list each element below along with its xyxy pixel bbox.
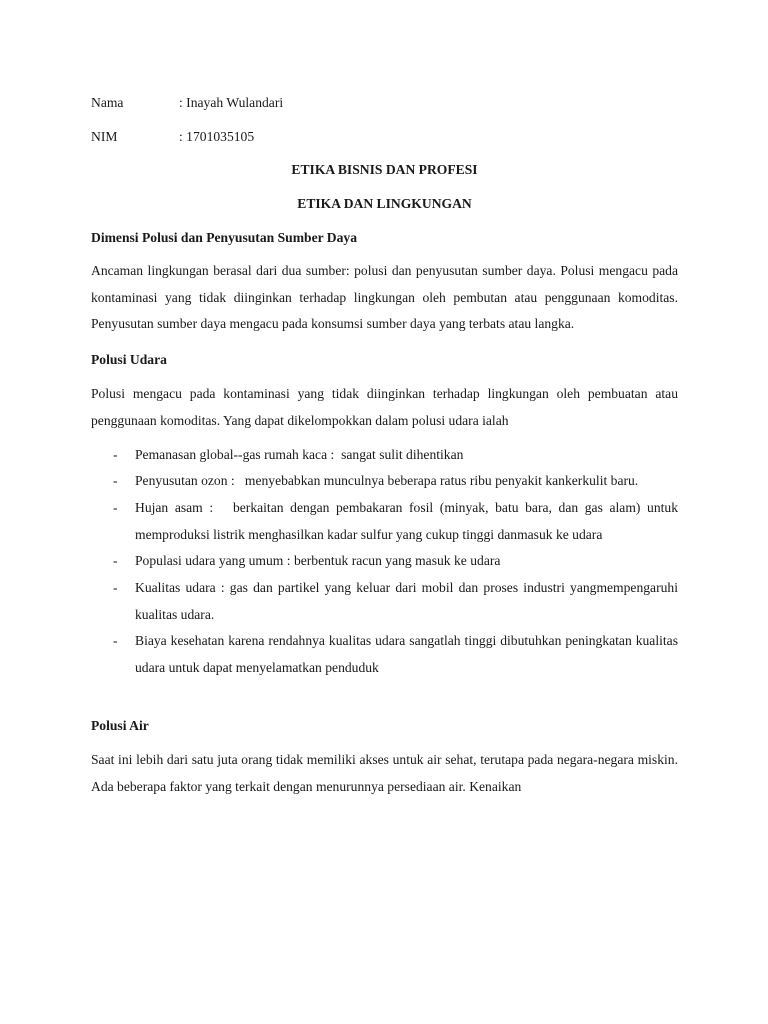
bullet-marker: -	[113, 580, 118, 596]
section-heading-air: Polusi Air	[91, 717, 149, 733]
bullet-marker: -	[113, 633, 118, 649]
section-heading-udara: Polusi Udara	[91, 352, 167, 368]
list-item-text: Penyusutan ozon : menyebabkan munculnya beberapa ratus ribu penyakit kankerkulit baru.	[135, 473, 639, 489]
course-title: ETIKA BISNIS DAN PROFESI	[291, 162, 478, 177]
paragraph-udara: Polusi mengacu pada kontaminasi yang tidak diinginkan terhadap lingkungan oleh pembuatan atau penggunaan komoditas. Yang dapat dikelompokkan dalam polusi udara ialah	[91, 386, 678, 428]
bullet-marker: -	[113, 499, 118, 515]
nim-label: NIM	[91, 129, 118, 144]
paragraph-dimensi: Ancaman lingkungan berasal dari dua sumber: polusi dan penyusutan sumber daya. Polusi mengacu pada kontaminasi yang tidak diinginkan terhadap lingkungan oleh pembutan atau penggunaan komoditas. Penyusutan sumber daya mengacu pada konsumsi sumber daya yang terbats atau langka.	[91, 263, 678, 332]
name-value: : Inayah Wulandari	[179, 95, 284, 110]
list-item-text: Hujan asam : berkaitan dengan pembakaran fosil (minyak, batu bara, dan gas alam) untuk memproduksi listrik menghasilkan kadar sulfur yang cukup tinggi danmasuk ke udara	[135, 499, 678, 542]
nim-row	[91, 123, 678, 150]
list-item-text: Pemanasan global--gas rumah kaca : sangat sulit dihentikan	[135, 446, 464, 462]
paragraph-air: Saat ini lebih dari satu juta orang tidak memiliki akses untuk air sehat, terutapa pada negara-negara miskin. Ada beberapa faktor yang terkait dengan menurunnya persediaan air. Kenaikan	[91, 751, 678, 794]
list-item	[91, 468, 678, 495]
name-row	[91, 89, 678, 116]
list-item-text: Populasi udara yang umum : berbentuk racun yang masuk ke udara	[135, 553, 501, 569]
bullet-list-udara	[91, 442, 678, 682]
list-item-text: Biaya kesehatan karena rendahnya kualitas udara sangatlah tinggi dibutuhkan peningkatan kualitas udara untuk dapat menyelamatkan penduduk	[135, 633, 678, 676]
nim-value: : 1701035105	[179, 129, 255, 144]
list-item	[91, 575, 678, 628]
document-body	[91, 89, 678, 800]
bullet-marker: -	[113, 553, 118, 569]
list-item	[91, 495, 678, 548]
list-item	[91, 548, 678, 575]
bullet-marker: -	[113, 446, 118, 462]
section-heading-dimensi: Dimensi Polusi dan Penyusutan Sumber Daya	[91, 230, 358, 245]
list-item	[91, 628, 678, 681]
bullet-marker: -	[113, 473, 118, 489]
list-item-text: Kualitas udara : gas dan partikel yang keluar dari mobil dan proses industri yangmempengaruhi kualitas udara.	[135, 580, 678, 622]
topic-title: ETIKA DAN LINGKUNGAN	[297, 196, 472, 211]
list-item	[91, 442, 678, 469]
name-label: Nama	[91, 95, 124, 110]
